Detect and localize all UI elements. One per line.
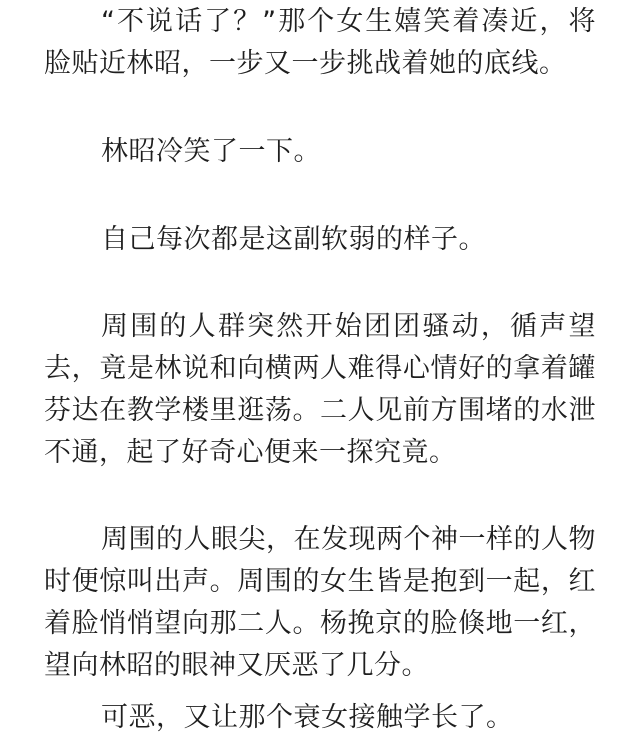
paragraph-5: 周围的人眼尖，在发现两个神一样的人物时便惊叫出声。周围的女生皆是抱到一起，红着脸悄悄望向那二人。杨挽京的脸倏地一红，望向林昭的眼神又厌恶了几分。: [44, 524, 596, 681]
paragraph-6: 可恶，又让那个衰女接触学长了。: [101, 702, 514, 733]
paragraph-3: 自己每次都是这副软弱的样子。: [101, 224, 486, 255]
paragraph-1: “不说话了？”那个女生嬉笑着凑近，将脸贴近林昭，一步又一步挑战着她的底线。: [44, 6, 596, 79]
paragraph-2: 林昭冷笑了一下。: [101, 136, 321, 167]
paragraph-4: 周围的人群突然开始团团骚动，循声望去，竟是林说和向横两人难得心情好的拿着罐芬达在教学楼里逛荡。二人见前方围堵的水泄不通，起了好奇心便来一探究竟。: [44, 311, 596, 468]
